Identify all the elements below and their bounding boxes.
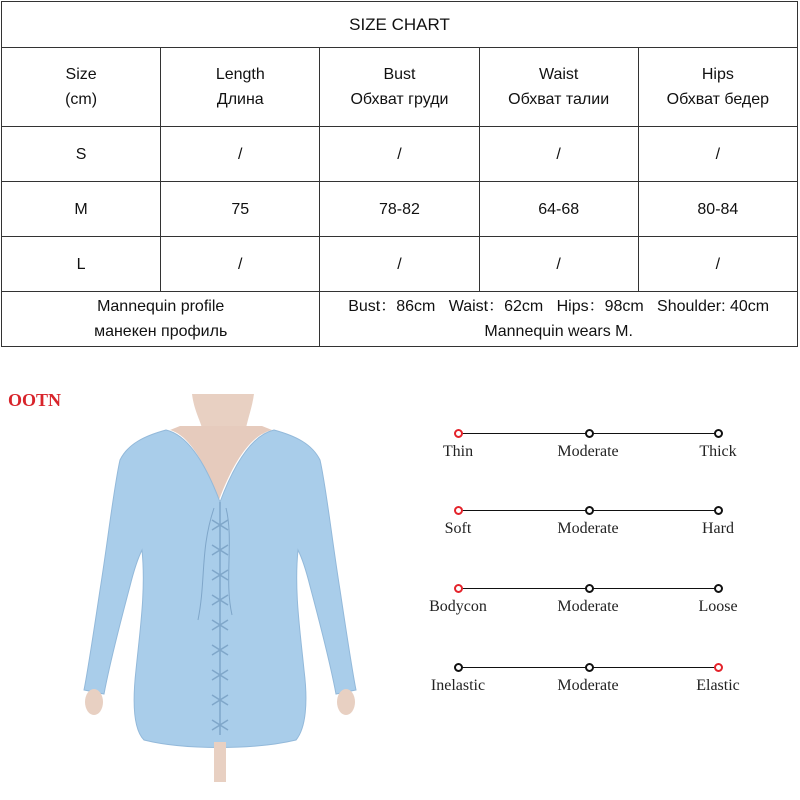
scale-label-moderate: Moderate bbox=[557, 520, 619, 537]
table-cell: 80-84 bbox=[638, 182, 797, 237]
thickness-scale bbox=[420, 427, 760, 477]
scale-dot-hard bbox=[714, 506, 723, 515]
table-row bbox=[2, 237, 798, 292]
scale-dot-moderate bbox=[585, 584, 594, 593]
header-length-en: Length bbox=[215, 66, 265, 83]
mannequin-measurements-text: Bust：86cm Waist：62cm Hips：98cm Shoulder: 40cm bbox=[348, 298, 770, 315]
mannequin-stand bbox=[214, 742, 226, 782]
header-bust-en: Bust bbox=[383, 66, 416, 83]
table-cell: 78-82 bbox=[320, 182, 479, 237]
mannequin-right-hand bbox=[337, 689, 355, 715]
header-hips-ru: Обхват бедер bbox=[666, 91, 770, 108]
scale-label-moderate: Moderate bbox=[557, 443, 619, 460]
header-hips bbox=[638, 48, 797, 127]
scale-dot-inelastic bbox=[454, 663, 463, 672]
table-cell: / bbox=[320, 127, 479, 182]
mannequin-measurements bbox=[320, 292, 798, 347]
scale-dot-bodycon bbox=[454, 584, 463, 593]
table-cell: / bbox=[638, 127, 797, 182]
elasticity-scale bbox=[420, 661, 760, 711]
table-row bbox=[2, 182, 798, 237]
fit-scale bbox=[420, 582, 760, 632]
table-cell: / bbox=[320, 237, 479, 292]
scale-dot-moderate bbox=[585, 429, 594, 438]
table-header-row bbox=[2, 48, 798, 127]
table-cell: M bbox=[2, 182, 161, 237]
dress-product-image bbox=[74, 390, 364, 790]
scale-label-moderate: Moderate bbox=[557, 598, 619, 615]
softness-scale bbox=[420, 504, 760, 554]
mannequin-profile-label bbox=[2, 292, 320, 347]
table-row bbox=[2, 127, 798, 182]
header-size-unit: (cm) bbox=[65, 91, 98, 108]
header-hips-en: Hips bbox=[701, 66, 734, 83]
table-cell: / bbox=[161, 237, 320, 292]
header-waist-en: Waist bbox=[538, 66, 579, 83]
scale-label-elastic: Elastic bbox=[696, 677, 740, 694]
brand-label: OOTN bbox=[8, 390, 62, 410]
header-size bbox=[2, 48, 161, 127]
header-length bbox=[161, 48, 320, 127]
scale-label-thick: Thick bbox=[699, 443, 737, 460]
table-cell: 64-68 bbox=[479, 182, 638, 237]
header-waist bbox=[479, 48, 638, 127]
table-cell: / bbox=[479, 237, 638, 292]
scale-dot-moderate bbox=[585, 663, 594, 672]
scale-dot-loose bbox=[714, 584, 723, 593]
table-cell: / bbox=[161, 127, 320, 182]
header-length-ru: Длина bbox=[216, 91, 264, 108]
scale-label-bodycon: Bodycon bbox=[429, 598, 487, 615]
size-chart-table bbox=[1, 1, 798, 347]
scale-label-inelastic: Inelastic bbox=[430, 677, 486, 694]
scale-dot-thick bbox=[714, 429, 723, 438]
header-waist-ru: Обхват талии bbox=[508, 91, 610, 108]
scale-dot-soft bbox=[454, 506, 463, 515]
table-cell: / bbox=[638, 237, 797, 292]
mannequin-wears-text: Mannequin wears M. bbox=[484, 323, 633, 340]
scale-label-thin: Thin bbox=[442, 443, 474, 460]
table-cell: S bbox=[2, 127, 161, 182]
mannequin-label-ru: манекен профиль bbox=[94, 323, 228, 340]
header-size-en: Size bbox=[65, 66, 97, 83]
header-bust bbox=[320, 48, 479, 127]
header-bust-ru: Обхват груди bbox=[350, 91, 449, 108]
scale-dot-elastic bbox=[714, 663, 723, 672]
mannequin-row bbox=[2, 292, 798, 347]
table-cell: 75 bbox=[161, 182, 320, 237]
table-cell: L bbox=[2, 237, 161, 292]
scale-label-moderate: Moderate bbox=[557, 677, 619, 694]
mannequin-label-en: Mannequin profile bbox=[97, 298, 225, 315]
mannequin-left-hand bbox=[85, 689, 103, 715]
table-cell: / bbox=[479, 127, 638, 182]
scale-dot-moderate bbox=[585, 506, 594, 515]
mannequin-neck bbox=[192, 394, 254, 428]
scale-label-soft: Soft bbox=[444, 520, 472, 537]
size-chart-title: SIZE CHART bbox=[2, 2, 798, 48]
scale-label-hard: Hard bbox=[702, 520, 734, 537]
scale-dot-thin bbox=[454, 429, 463, 438]
scale-label-loose: Loose bbox=[698, 598, 738, 615]
